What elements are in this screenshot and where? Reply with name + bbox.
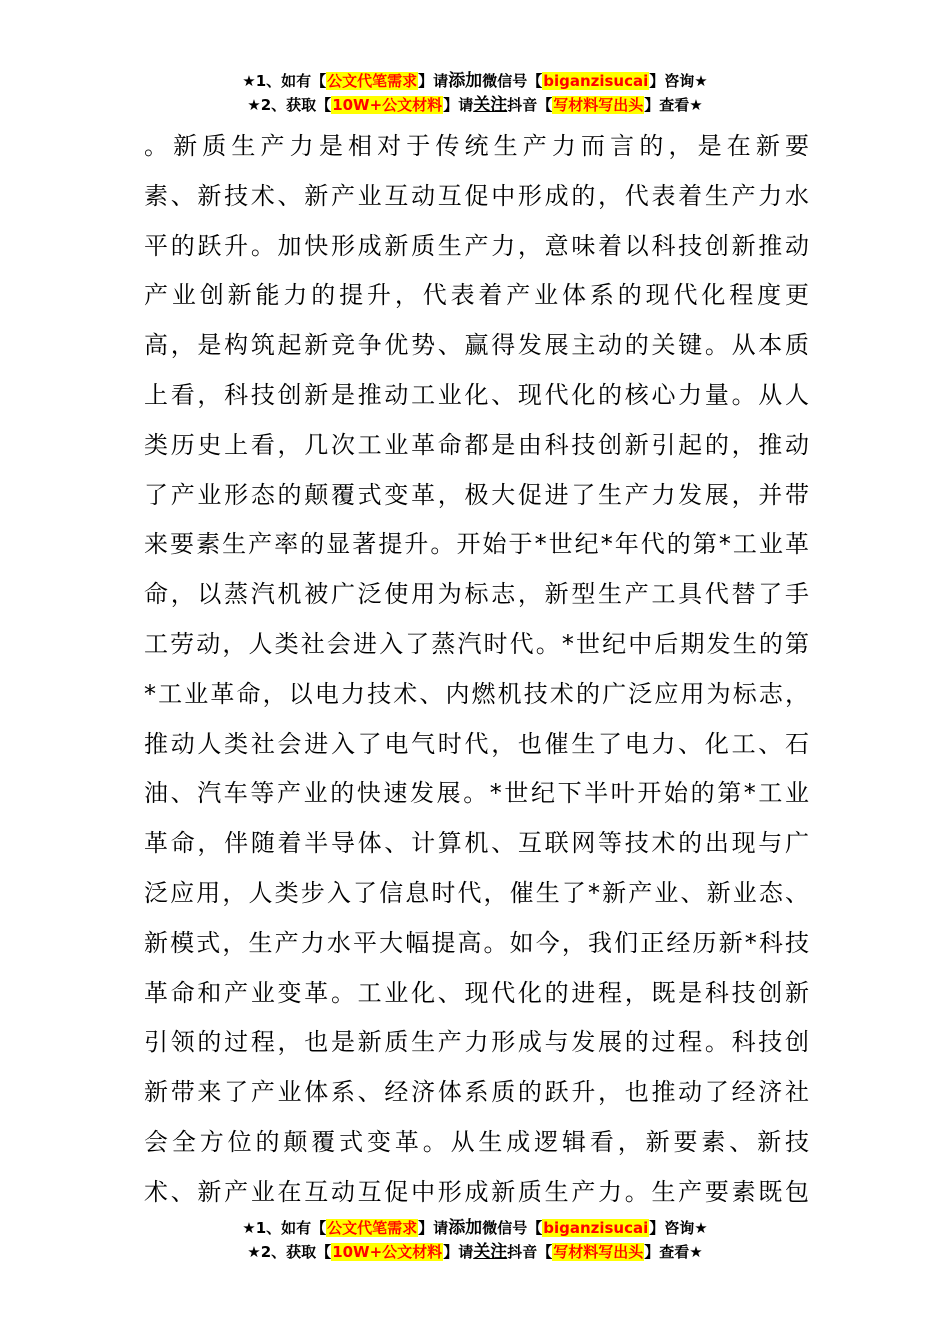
footer-banner-line-1 [0, 1216, 950, 1240]
footer-banner-line-2 [0, 1240, 950, 1264]
footer-line-1-prefix: ★1、如有【 [242, 1219, 327, 1237]
footer-line-1-highlight-service: 公文代笔需求 [327, 1219, 418, 1237]
body-line: 上看，科技创新是推动工业化、现代化的核心力量。从人 [144, 380, 809, 409]
body-line: 革命，伴随着半导体、计算机、互联网等技术的出现与广 [144, 829, 809, 858]
body-line: 产业创新能力的提升，代表着产业体系的现代化程度更 [144, 281, 809, 310]
body-line: 泛应用，人类步入了信息时代，催生了*新产业、新业态、 [144, 878, 809, 907]
banner-line-2-highlight-materials: 10W+公文材料 [332, 96, 443, 114]
footer-line-2-emph: 关注 [473, 1242, 508, 1262]
footer-line-2-suffix: 】查看★ [644, 1243, 703, 1261]
body-line: 来要素生产率的显著提升。开始于*世纪*年代的第*工业革 [144, 530, 809, 559]
body-line: 平的跃升。加快形成新质生产力，意味着以科技创新推动 [144, 231, 809, 260]
header-banner [0, 69, 950, 117]
body-line: 革命和产业变革。工业化、现代化的进程，既是科技创新 [144, 978, 809, 1007]
banner-line-1-highlight-wechat: biganzisucai [543, 72, 649, 90]
banner-line-1-highlight-service: 公文代笔需求 [327, 72, 418, 90]
banner-line-1-suffix: 】咨询★ [649, 72, 708, 90]
body-line: 新带来了产业体系、经济体系质的跃升，也推动了经济社 [144, 1078, 809, 1107]
banner-line-2 [0, 93, 950, 117]
footer-line-1-highlight-wechat: biganzisucai [543, 1219, 649, 1237]
body-line: *工业革命，以电力技术、内燃机技术的广泛应用为标志， [144, 679, 809, 708]
banner-line-2-middle-2: 抖音【 [507, 96, 553, 114]
banner-line-1-middle-2: 微信号【 [482, 72, 543, 90]
body-line: 类历史上看，几次工业革命都是由科技创新引起的，推动 [144, 430, 809, 459]
footer-line-1-suffix: 】咨询★ [649, 1219, 708, 1237]
body-line: 术、新产业在互动互促中形成新质生产力。生产要素既包 [144, 1177, 809, 1206]
footer-line-1-emph: 添加 [448, 1218, 483, 1238]
footer-line-2-middle: 】请 [443, 1243, 474, 1261]
footer-line-1-middle-2: 微信号【 [482, 1219, 543, 1237]
footer-line-1-middle: 】请 [418, 1219, 449, 1237]
body-line: 引领的过程，也是新质生产力形成与发展的过程。科技创 [144, 1028, 809, 1057]
body-line: 命，以蒸汽机被广泛使用为标志，新型生产工具代替了手 [144, 580, 809, 609]
body-line: 高，是构筑起新竞争优势、赢得发展主动的关键。从本质 [144, 331, 809, 360]
banner-line-2-suffix: 】查看★ [644, 96, 703, 114]
body-line: 。新质生产力是相对于传统生产力而言的，是在新要 [144, 132, 809, 160]
body-line: 油、汽车等产业的快速发展。*世纪下半叶开始的第*工业 [144, 779, 809, 808]
banner-line-1 [0, 69, 950, 93]
banner-line-2-emph: 关注 [473, 95, 508, 115]
footer-line-2-highlight-douyin: 写材料写出头 [553, 1243, 644, 1261]
document-body [144, 122, 809, 1218]
footer-line-2-highlight-materials: 10W+公文材料 [332, 1243, 443, 1261]
body-line: 推动人类社会进入了电气时代，也催生了电力、化工、石 [144, 729, 809, 758]
banner-line-2-highlight-douyin: 写材料写出头 [553, 96, 644, 114]
footer-banner [0, 1216, 950, 1264]
banner-line-1-emph: 添加 [448, 71, 483, 91]
body-line: 了产业形态的颠覆式变革，极大促进了生产力发展，并带 [144, 480, 809, 509]
banner-line-2-middle: 】请 [443, 96, 474, 114]
banner-line-1-prefix: ★1、如有【 [242, 72, 327, 90]
body-line: 工劳动，人类社会进入了蒸汽时代。*世纪中后期发生的第 [144, 629, 809, 658]
body-line: 新模式，生产力水平大幅提高。如今，我们正经历新*科技 [144, 928, 809, 957]
footer-line-2-middle-2: 抖音【 [507, 1243, 553, 1261]
body-line: 素、新技术、新产业互动互促中形成的，代表着生产力水 [144, 181, 809, 210]
banner-line-2-prefix: ★2、获取【 [247, 96, 332, 114]
body-line: 会全方位的颠覆式变革。从生成逻辑看，新要素、新技 [144, 1127, 809, 1156]
footer-line-2-prefix: ★2、获取【 [247, 1243, 332, 1261]
banner-line-1-middle: 】请 [418, 72, 449, 90]
